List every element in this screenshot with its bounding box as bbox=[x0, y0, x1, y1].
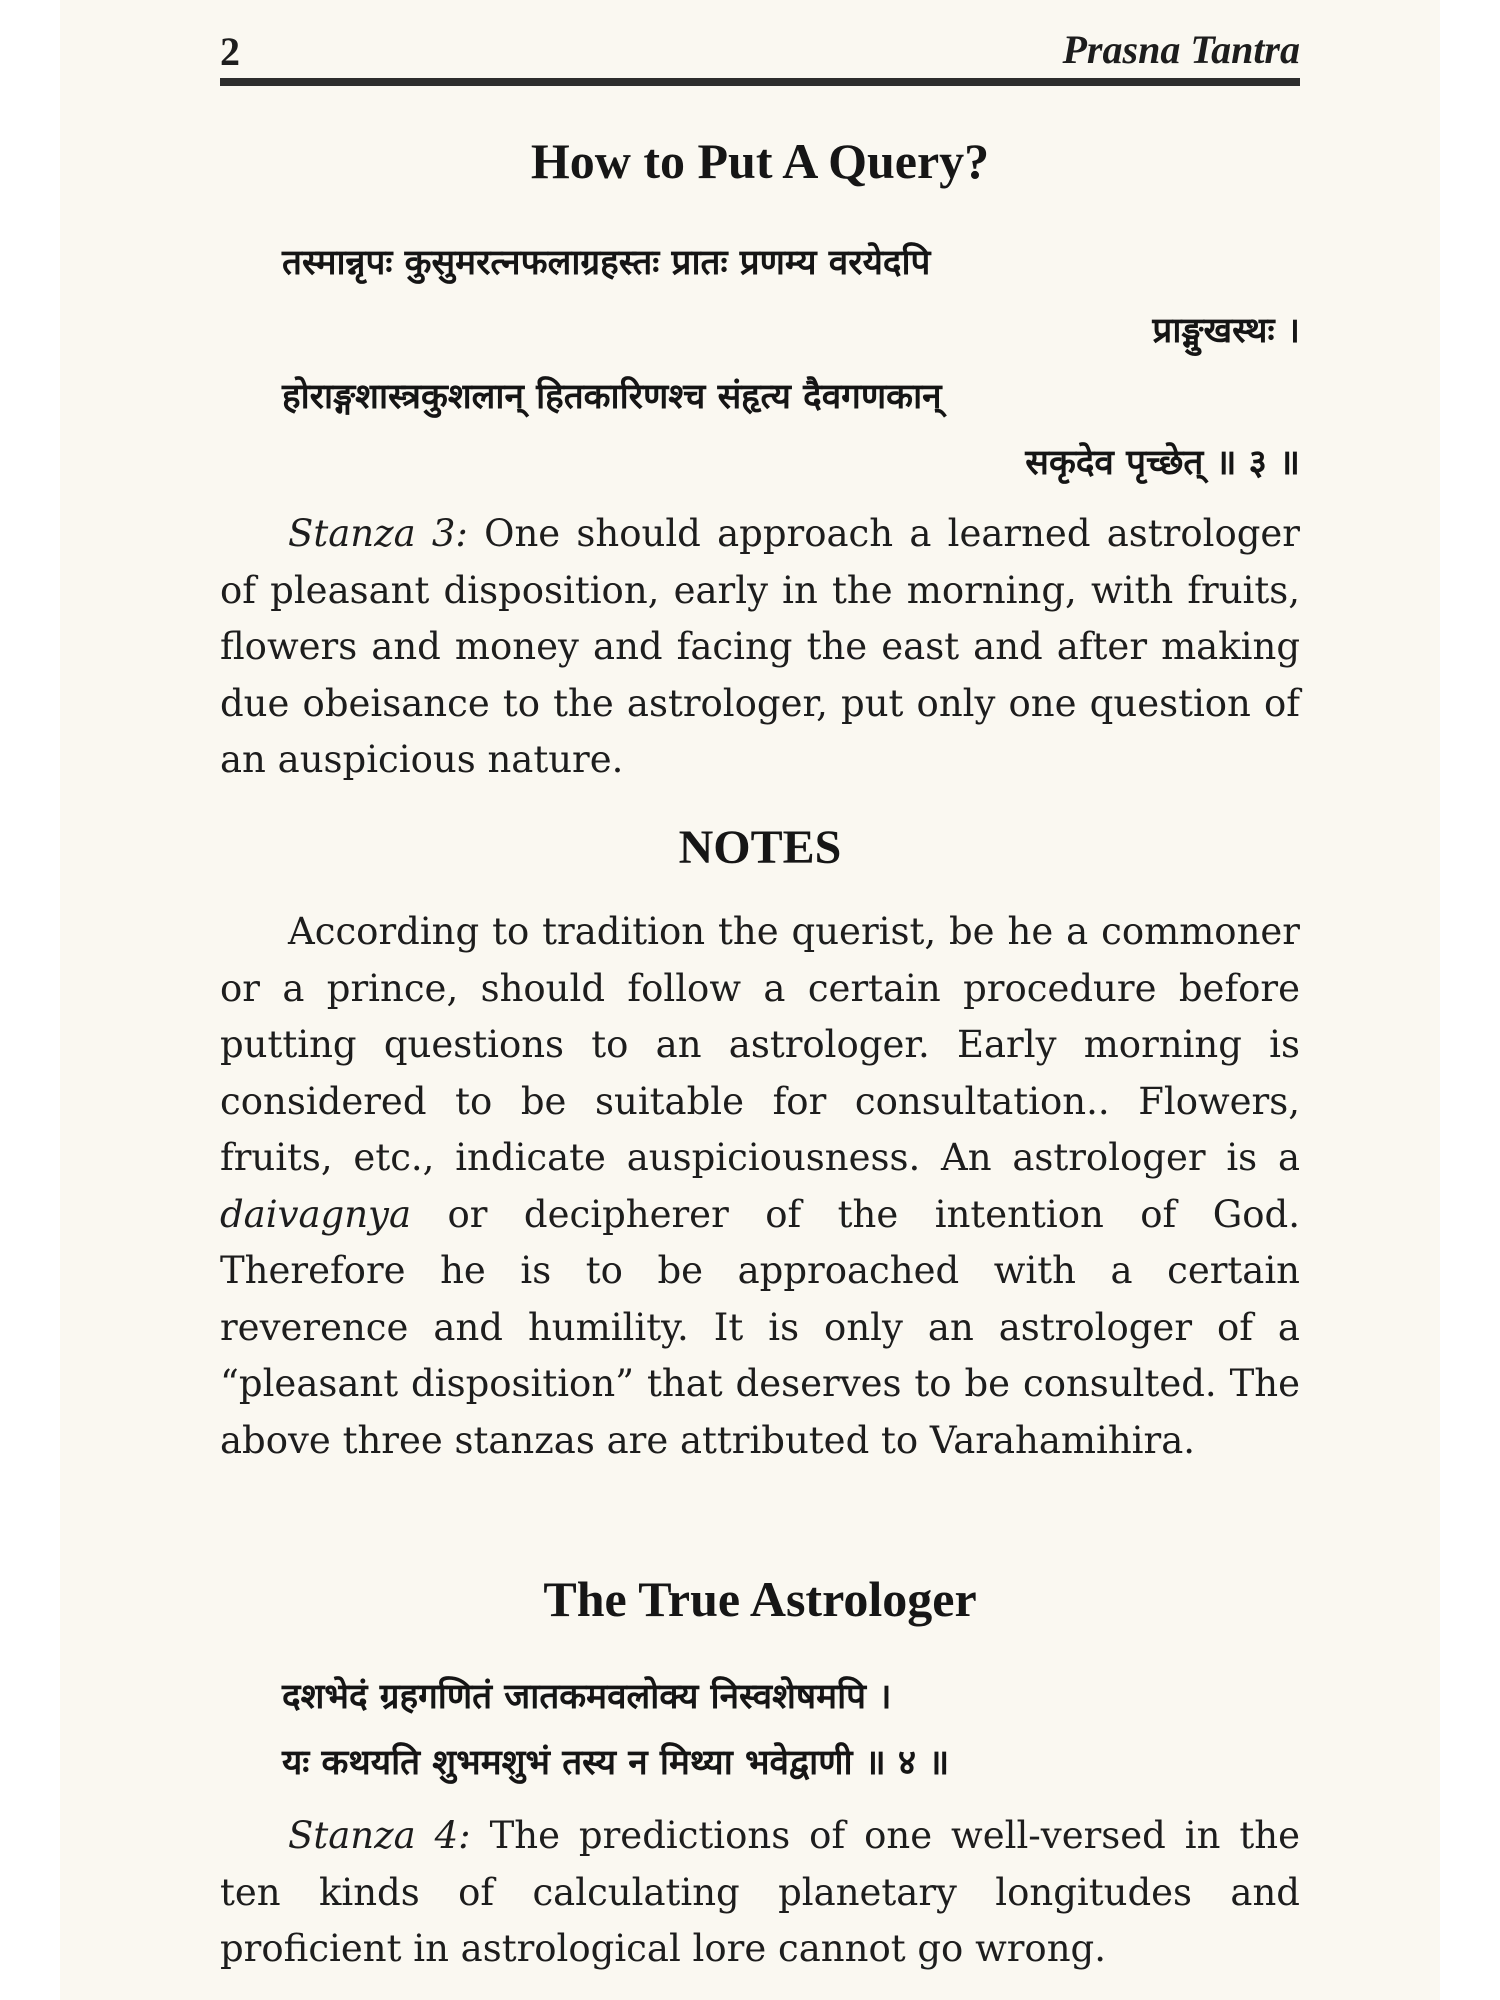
running-title: Prasna Tantra bbox=[1062, 27, 1300, 72]
section-heading-true-astrologer: The True Astrologer bbox=[543, 1571, 977, 1627]
sanskrit-verse-line-2: प्राङ्मुखस्थः । bbox=[1152, 311, 1300, 351]
notes-heading: NOTES bbox=[678, 821, 842, 874]
sanskrit-verse-line-3: होराङ्गशास्त्रकुशलान् हितकारिणश्च संहृत्य दैवगणकान् bbox=[282, 377, 942, 417]
header-rule bbox=[220, 78, 1300, 86]
running-header bbox=[220, 22, 1300, 82]
sanskrit-verse-line-6: यः कथयति शुभमशुभं तस्य न मिथ्या भवेद्वाणी ॥ ४ ॥ bbox=[282, 1743, 950, 1783]
stanza-4-translation bbox=[220, 1808, 1300, 1978]
notes-text-2: or decipherer of the intention of God. Therefore he is to be approached with a certain reverence and humility. It is only an astrologer of a “pleasant disposition” that deserves to be consulted. The above three stanzas are attributed to Varahamihira. bbox=[220, 1192, 1300, 1462]
page-number: 2 bbox=[220, 29, 240, 74]
sanskrit-verse-line-5: दशभेदं ग्रहगणितं जातकमवलोक्य निस्वशेषमपि । bbox=[282, 1677, 892, 1717]
notes-paragraph bbox=[220, 904, 1300, 1469]
sanskrit-verse-line-1: तस्मान्नृपः कुसुमरत्नफलाग्रहस्तः प्रातः प्रणम्य वरयेदपि bbox=[282, 243, 931, 283]
notes-text-1: According to tradition the querist, be he a commoner or a prince, should follow a certain procedure before putting questions to an astrologer. Early morning is considered to be suitable for consultation.. Flowers, fruits, etc., indicate auspiciousness. An astrologer is a bbox=[220, 910, 1300, 1179]
stanza-4-text: The predictions of one well-versed in the ten kinds of calculating planetary longitudes and proficient in astrological lore cannot go wrong. bbox=[220, 1814, 1300, 1970]
stanza-4-label: Stanza 4: bbox=[288, 1814, 471, 1857]
stanza-3-label: Stanza 3: bbox=[288, 512, 468, 555]
stanza-3-translation bbox=[220, 506, 1300, 789]
sanskrit-verse-line-4: सकृदेव पृच्छेत् ॥ ३ ॥ bbox=[1025, 443, 1300, 483]
section-heading-query: How to Put A Query? bbox=[530, 133, 990, 189]
stanza-3-text: One should approach a learned astrologer of pleasant disposition, early in the morning, with fruits, flowers and money and facing the east and after making due obeisance to the astrologer, put only one question of an auspicious nature. bbox=[220, 512, 1300, 781]
notes-emphasis: daivagnya bbox=[220, 1192, 412, 1236]
